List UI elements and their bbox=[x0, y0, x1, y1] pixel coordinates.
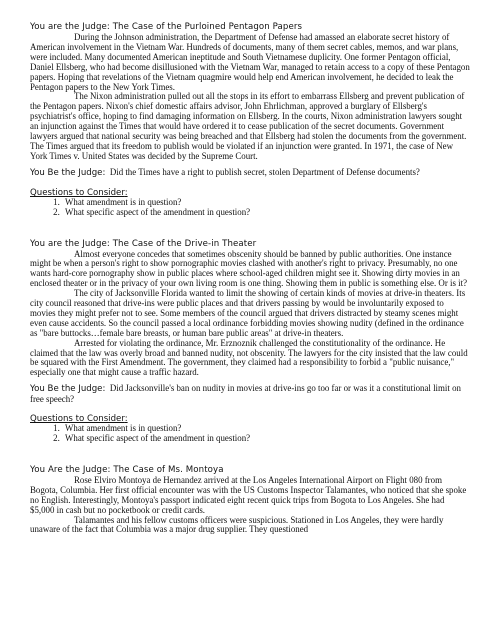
section-heading: You are the Judge: The Case of the Drive-in Theater bbox=[30, 238, 257, 249]
case-section-drive-in-theater bbox=[30, 239, 470, 444]
you-be-the-judge bbox=[30, 168, 470, 179]
paragraph: The Nixon administration pulled out all the stops in its effort to embarrass Ellsberg and prevent publication of the Pentagon papers. Nixon's chief domestic affairs advisor, John Ehrlichman, approved a burglary of Ellsberg's psychiatrist's office, hoping to find damaging information on Ellsberg. In the courts, Nixon administration lawyers sought an injunction against the Times that would have ordered it to cease publication of the secret documents. Government lawyers argued that national security was being breached and that Ellsberg had stolen the documents from the government. The Times argued that its freedom to publish would be violated if an injunction were granted. In 1971, the case of New York Times v. United States was decided by the Supreme Court. bbox=[30, 91, 467, 161]
judge-question: Did the Times have a right to publish secret, stolen Department of Defense documents? bbox=[109, 166, 420, 177]
document-page bbox=[30, 22, 470, 535]
list-item: 2. What specific aspect of the amendment in question? bbox=[62, 208, 470, 218]
case-section-pentagon-papers bbox=[30, 22, 470, 218]
questions-heading: Questions to Consider: bbox=[30, 414, 128, 425]
section-heading: You are the Judge: The Case of the Purloined Pentagon Papers bbox=[30, 22, 303, 32]
paragraph: During the Johnson administration, the Department of Defense had amassed an elaborate secret history of American involvement in the Vietnam War. Hundreds of documents, many of them secret cables, memos, and war plans, were included. Many documented American ineptitude and South Vietnamese duplicity. One former Pentagon official, Daniel Ellsberg, who had become disillusioned with the Vietnam War, managed to retain access to a copy of these Pentagon papers. Hoping that revelations of the Vietnam quagmire would help end American involvement, he decided to leak the Pentagon papers to the New York Times. bbox=[30, 32, 470, 92]
paragraph: The city of Jacksonville Florida wanted to limit the showing of certain kinds of movies at drive-in theaters. Its city council reasoned that drive-ins were public places and that drivers passing by would be involuntarily exposed to movies they might prefer not to see. Some members of the council argued that drivers distracted by steamy scenes might even cause accidents. So the council passed a local ordinance forbidding movies showing nudity (defined in the ordinance as "bare buttocks…female bare breasts, or human bare public areas" at drive-in theaters. bbox=[30, 288, 466, 338]
list-item: 1. What amendment is in question? bbox=[62, 198, 470, 208]
questions-list bbox=[30, 198, 470, 218]
questions-list bbox=[30, 424, 470, 444]
section-heading: You Are the Judge: The Case of Ms. Montoya bbox=[30, 464, 224, 475]
judge-label: You Be the Judge: bbox=[30, 384, 106, 395]
you-be-the-judge bbox=[30, 384, 470, 405]
case-section-ms-montoya bbox=[30, 465, 470, 535]
paragraph: Arrested for violating the ordinance, Mr. Erznoznik challenged the constitutionality of the ordinance. He claimed that the law was overly broad and banned nudity, not obscenity. The lawyers for the city insisted that the law could be squared with the First Amendment. The government, they claimed had a responsibility to forbid a "public nuisance," especially one that might cause a traffic hazard. bbox=[30, 337, 468, 378]
paragraph: Almost everyone concedes that sometimes obscenity should be banned by public authorities. One instance might be when a person's right to show pornographic movies clashed with another's right to privacy. Presumably, no one wants hard-core pornography show in public places where school-aged children might see it. Showing dirty movies in an enclosed theater or in the privacy of your own living room is one thing. Showing them in public is something else. Or is it? bbox=[30, 248, 468, 289]
judge-label: You Be the Judge: bbox=[30, 167, 106, 178]
questions-heading: Questions to Consider: bbox=[30, 187, 128, 198]
list-item: 2. What specific aspect of the amendment in question? bbox=[62, 434, 470, 444]
paragraph: Talamantes and his fellow customs officers were suspicious. Stationed in Los Angeles, they were hardly unaware of the fact that Columbia was a major drug supplier. They questioned bbox=[30, 514, 444, 535]
list-item: 1. What amendment is in question? bbox=[62, 424, 470, 434]
paragraph: Rose Elviro Montoya de Hernandez arrived at the Los Angeles International Airport on Flight 080 from Bogota, Columbia. Her first official encounter was with the US Customs Inspector Talamantes, who noticed that she spoke no English. Interestingly, Montoya's passport indicated eight recent quick trips from Bogota to Los Angeles. She had $5,000 in cash but no pocketbook or credit cards. bbox=[30, 474, 467, 515]
judge-question: Did Jacksonville's ban on nudity in movies at drive-ins go too far or was it a constitutional limit on free speech? bbox=[30, 383, 461, 405]
